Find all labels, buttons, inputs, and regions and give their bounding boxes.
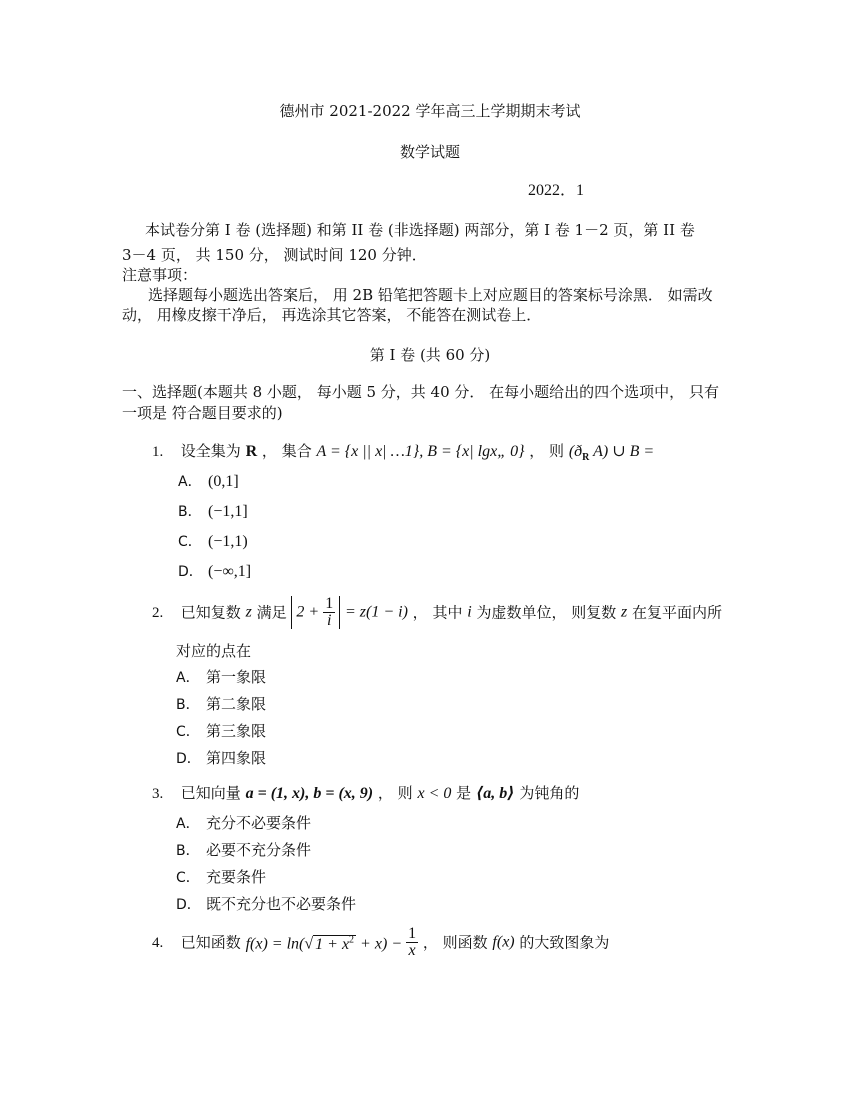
question-2-option-c[interactable]: C． 第三象限 [176,722,267,740]
section-instruction-1: 一、选择题(本题共 8 小题， 每小题 5 分，共 40 分． 在每小题给出的四个选项中， 只有 [122,383,719,401]
section-title: 第 I 卷 (共 60 分) [369,346,491,364]
math-vectors: a = (1, x), b = (x, 9) [245,785,374,802]
question-3-option-c[interactable]: C． 充要条件 [176,868,267,886]
question-1-option-d[interactable]: D． (−∞,1] [178,563,252,580]
question-2-option-d[interactable]: D． 第四象限 [176,749,267,767]
question-3-option-a[interactable]: A． 充分不必要条件 [176,814,312,832]
math-set-r: R [245,443,258,460]
question-1-option-c[interactable]: C． (−1,1) [178,533,248,550]
question-text: 设全集为 [180,442,241,460]
question-1-option-a[interactable]: A． (0,1] [178,473,239,490]
intro-line-2: 3－4 页， 共 150 分， 测试时间 120 分钟． [122,246,427,264]
question-2-line-2: 对应的点在 [176,642,252,660]
question-3-option-b[interactable]: B． 必要不充分条件 [176,841,312,859]
question-2-stem: 2. 已知复数 z 满足 2 + $\frac{1}{i}$ = z(1 − i) ， 其中 i 为虚数单位， 则复数 z 在复平面内所 [152,595,723,629]
question-4-stem: 4. 已知函数 f(x) = ln(√ $1 + x^2 + x$) − $\frac{1}{x}$ ， 则函数 f(x) 的大致图象为 [152,925,610,959]
question-2-option-a[interactable]: A． 第一象限 [176,668,267,686]
notice-line-2: 动， 用橡皮擦干净后， 再选涂其它答案， 不能答在测试卷上． [122,306,542,324]
question-1-option-b[interactable]: B． (−1,1] [178,503,248,520]
math-complement: ($ð_R$ A) ∪ B = [568,443,655,464]
exam-subtitle: 数学试题 [399,143,460,161]
notice-line-1: 选择题每小题选出答案后， 用 2B 铅笔把答题卡上对应题目的答案标号涂黑． 如需改 [148,286,713,304]
question-3-option-d[interactable]: D． 既不充分也不必要条件 [176,895,357,913]
question-number: 1. [152,444,164,460]
math-function: f(x) = ln(√ $1 + x^2 + x$) − [245,934,403,953]
notice-label: 注意事项： [122,266,198,284]
question-1-stem [152,440,654,463]
math-expression: A = {x || x| …1}, B = {x| lgx„ 0} [316,443,525,460]
exam-title: 德州市 2021-2022 学年高三上学期期末考试 [279,102,581,120]
exam-date: 2022．1 [528,182,585,199]
question-text: ， 集合 [261,442,312,460]
question-3-stem: 3. 已知向量 a = (1, x), b = (x, 9) ， 则 x < 0 是 ⟨a, b⟩ 为钝角的 [152,784,580,802]
question-2-option-b[interactable]: B． 第二象限 [176,695,267,713]
intro-line-1: 本试卷分第 I 卷 (选择题) 和第 II 卷 (非选择题) 两部分，第 I 卷 1－2 页，第 II 卷 [145,221,695,239]
section-instruction-2: 一项是 符合题目要求的) [122,404,283,422]
math-modulus: 2 + $\frac{1}{i}$ [291,596,340,629]
question-text: ， 则 [529,442,565,460]
